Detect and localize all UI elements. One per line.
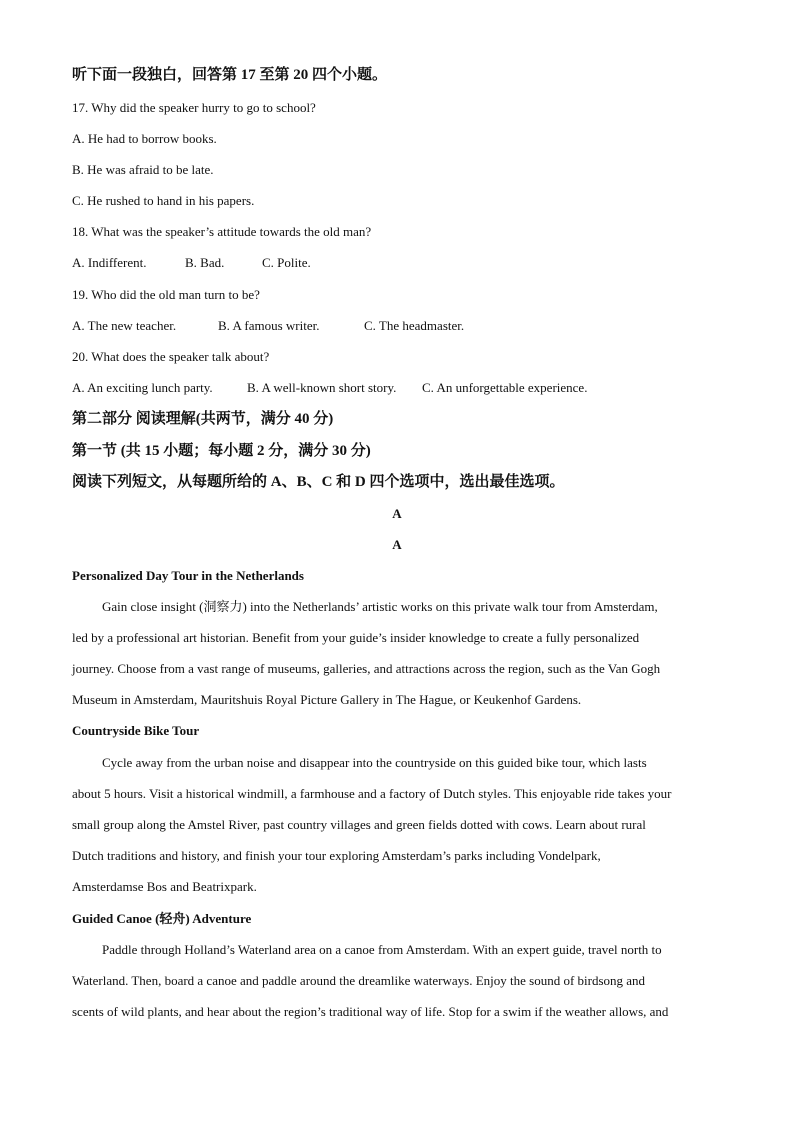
question-20-stem: 20. What does the speaker talk about? <box>72 349 270 364</box>
tour-1-line: led by a professional art historian. Benefit from your guide’s insider knowledge to create a fully personalized <box>72 630 640 645</box>
question-18-option-b: B. Bad. <box>185 255 225 270</box>
tour-1-line: Gain close insight (洞察力) into the Netherlands’ artistic works on this private walk tour from Amsterdam, <box>102 599 658 614</box>
tour-1-title: Personalized Day Tour in the Netherlands <box>72 568 304 583</box>
question-19-option-c: C. The headmaster. <box>364 318 465 333</box>
tour-2-line: Cycle away from the urban noise and disappear into the countryside on this guided bike tour, which lasts <box>102 755 647 770</box>
question-17-option-a: A. He had to borrow books. <box>72 131 217 146</box>
question-20-option-c: C. An unforgettable experience. <box>422 380 588 395</box>
reading-section-title: 第一节 (共 15 小题；每小题 2 分，满分 30 分) <box>72 443 371 459</box>
tour-3-line: Paddle through Holland’s Waterland area on a canoe from Amsterdam. With an expert guide, travel north to <box>102 942 662 957</box>
question-19-option-b: B. A famous writer. <box>218 318 320 333</box>
tour-3-title: Guided Canoe (轻舟) Adventure <box>72 911 252 926</box>
tour-2-line: Dutch traditions and history, and finish your tour exploring Amsterdam’s parks including Vondelpark, <box>72 848 601 863</box>
question-19-option-a: A. The new teacher. <box>72 318 177 333</box>
question-17-option-c: C. He rushed to hand in his papers. <box>72 193 255 208</box>
tour-2-title: Countryside Bike Tour <box>72 723 200 738</box>
question-20-option-b: B. A well-known short story. <box>247 380 397 395</box>
reading-instruction: 阅读下列短文，从每题所给的 A、B、C 和 D 四个选项中，选出最佳选项。 <box>72 474 565 490</box>
question-18-option-a: A. Indifferent. <box>72 255 147 270</box>
tour-1-line: journey. Choose from a vast range of museums, galleries, and attractions across the region, such as the Van Gogh <box>72 661 661 676</box>
question-18-stem: 18. What was the speaker’s attitude towards the old man? <box>72 224 372 239</box>
tour-3-line: scents of wild plants, and hear about the region’s traditional way of life. Stop for a swim if the weather allows, and <box>72 1004 669 1019</box>
question-19-stem: 19. Who did the old man turn to be? <box>72 287 260 302</box>
question-17-option-b: B. He was afraid to be late. <box>72 162 214 177</box>
passage-letter-repeat: A <box>392 537 402 552</box>
tour-3-line: Waterland. Then, board a canoe and paddle around the dreamlike waterways. Enjoy the sound of birdsong and <box>72 973 646 988</box>
passage-letter: A <box>392 506 402 521</box>
reading-part-title: 第二部分 阅读理解(共两节，满分 40 分) <box>72 411 334 427</box>
tour-2-line: Amsterdamse Bos and Beatrixpark. <box>72 879 257 894</box>
tour-2-line: about 5 hours. Visit a historical windmill, a farmhouse and a factory of Dutch styles. This enjoyable ride takes your <box>72 786 672 801</box>
question-20-options <box>72 379 587 397</box>
listening-instruction: 听下面一段独白，回答第 17 至第 20 四个小题。 <box>72 67 388 83</box>
tour-1-line: Museum in Amsterdam, Mauritshuis Royal Picture Gallery in The Hague, or Keukenhof Gardens. <box>72 692 582 707</box>
question-17-stem: 17. Why did the speaker hurry to go to school? <box>72 100 316 115</box>
question-18-options <box>72 254 311 272</box>
question-19-options <box>72 317 464 335</box>
question-20-option-a: A. An exciting lunch party. <box>72 380 213 395</box>
tour-2-line: small group along the Amstel River, past country villages and green fields dotted with cows. Learn about rural <box>72 817 646 832</box>
question-18-option-c: C. Polite. <box>262 255 311 270</box>
